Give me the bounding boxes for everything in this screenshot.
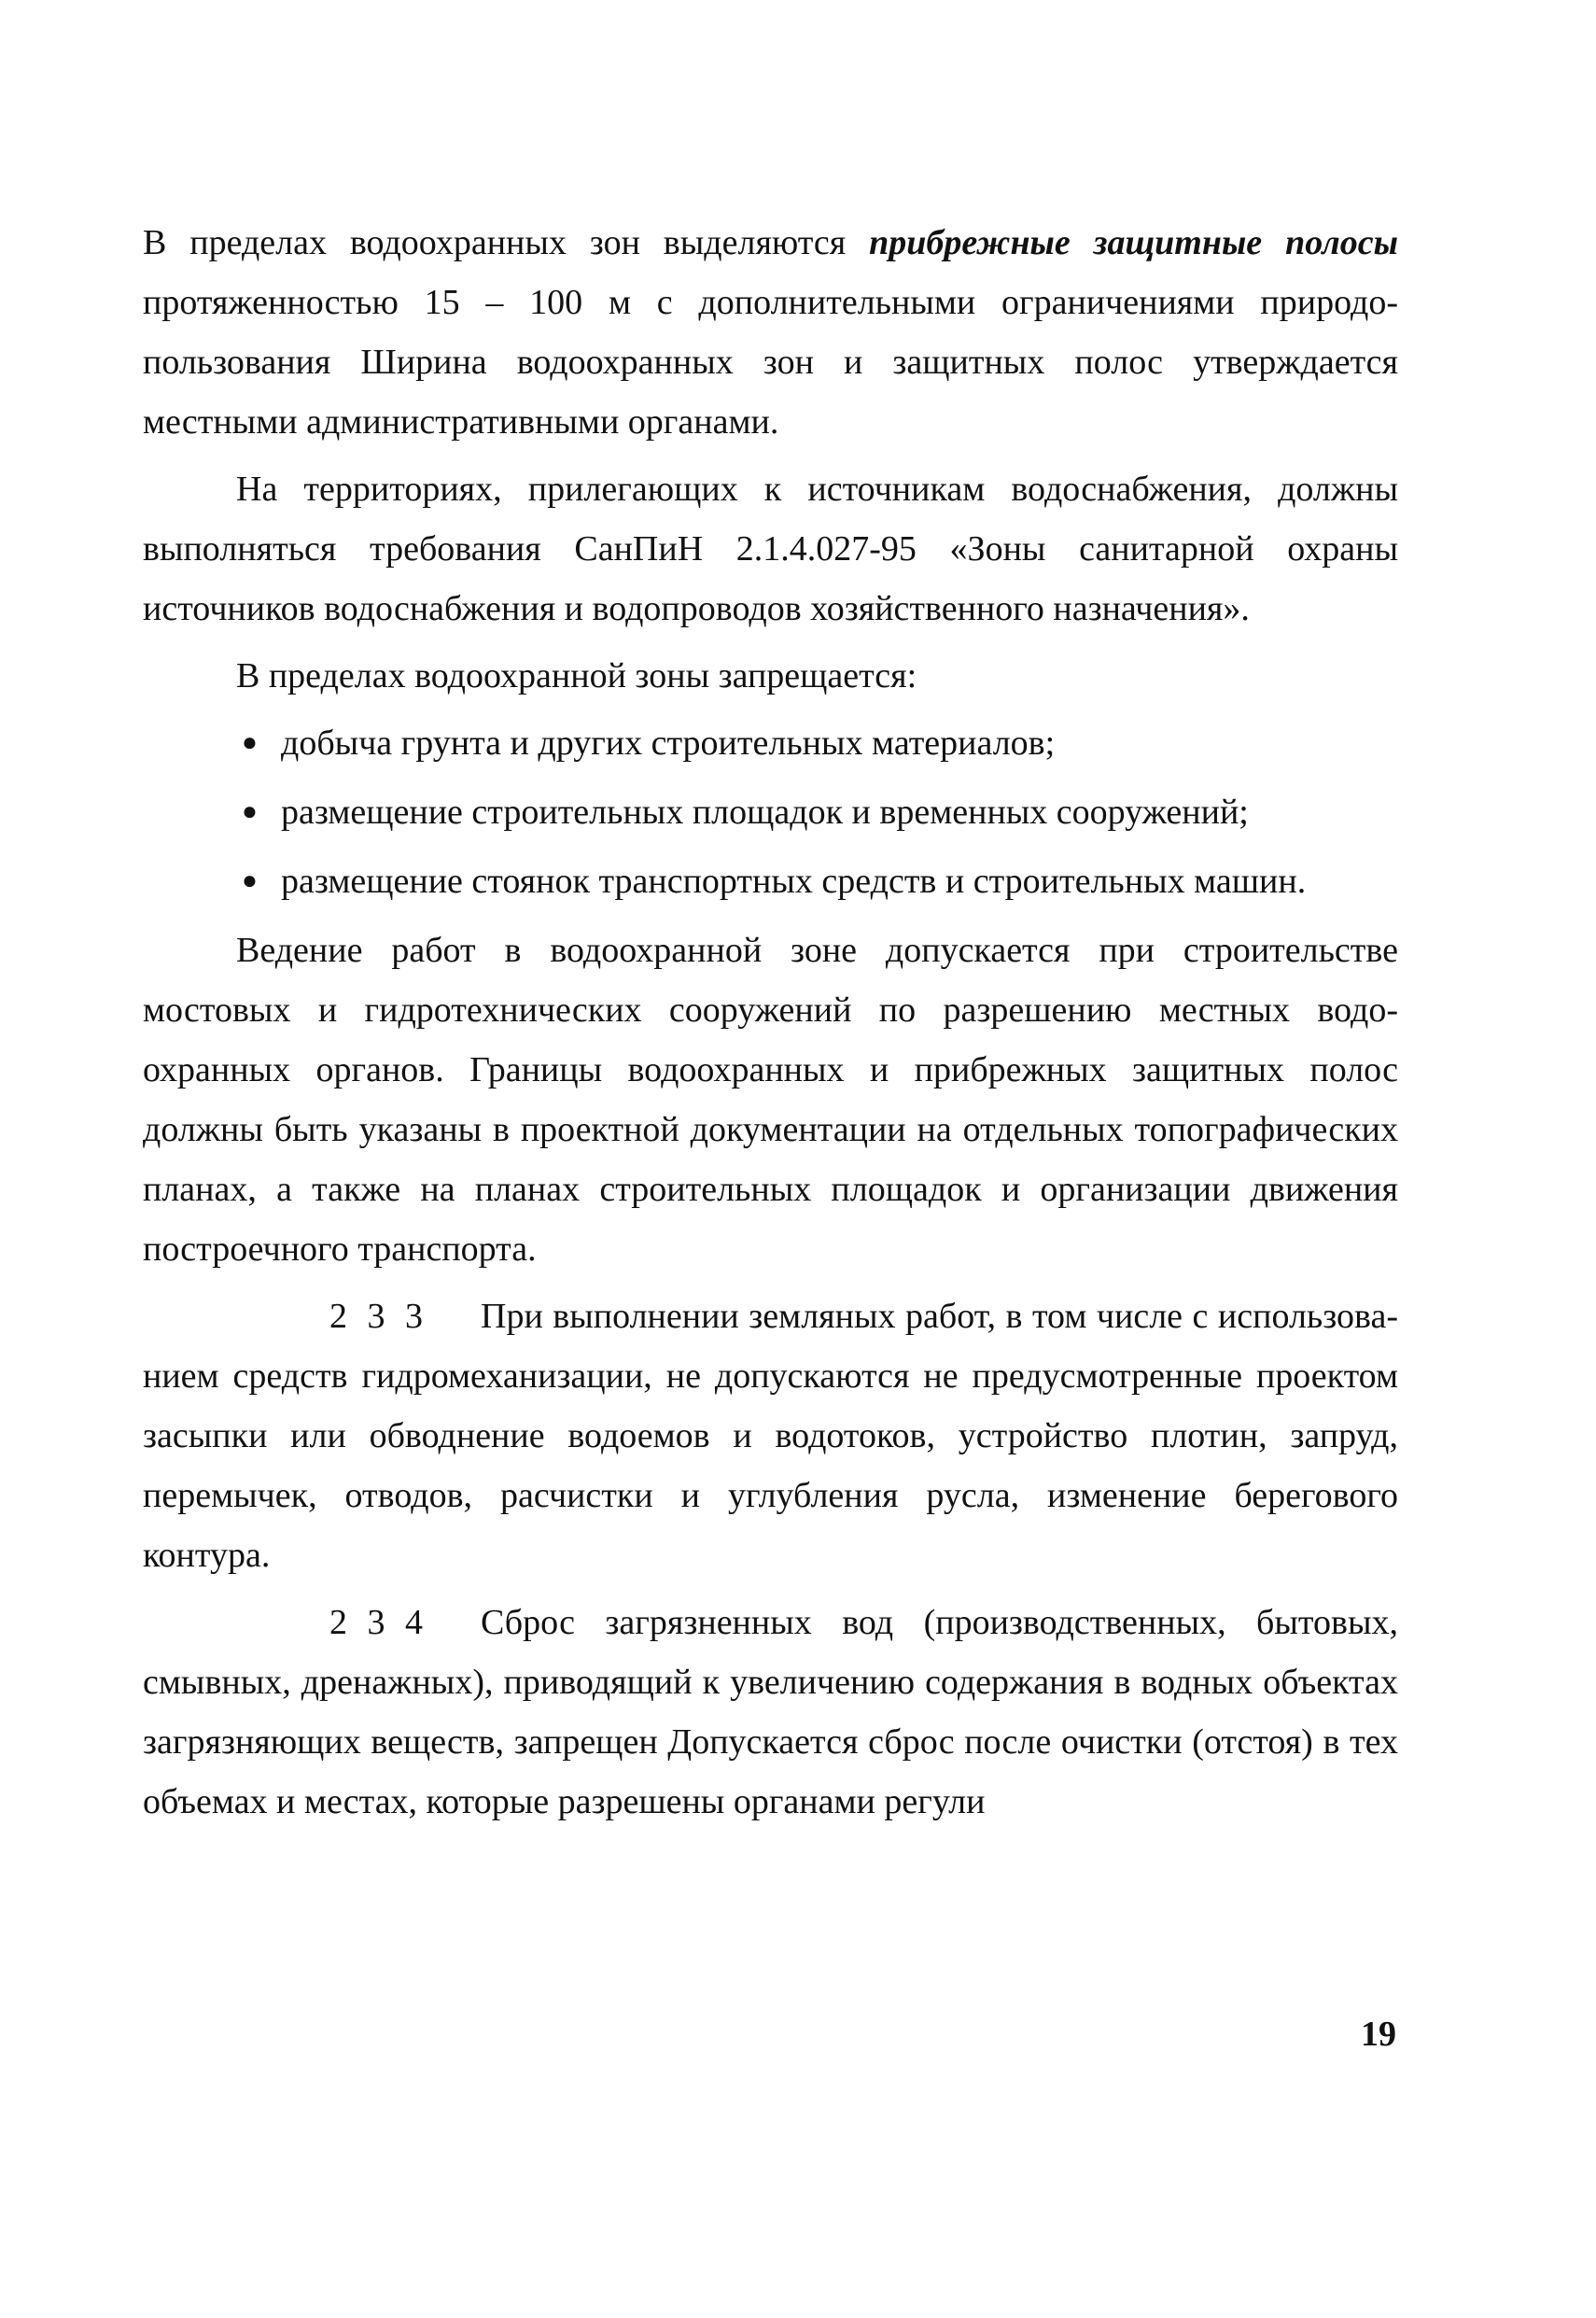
list-item — [236, 713, 1398, 773]
clause-text: При выполнении земляных работ, в том числе с использованием средств гидромеханизации, не допускаются не предусмотренные проектом засыпки или обводнение водоемов и водотоков, устройство плотин, запруд, перемычек, отводов, расчистки и углубления русла, изменение берегового контура. — [143, 1297, 1398, 1575]
paragraph-text-after: протяженностью 15 – 100 м с дополнительными ограничениями природопользования Ширина водоохранных зон и защитных полос утверждается местными административными органами. — [143, 283, 1398, 442]
list-item — [236, 782, 1398, 842]
list-item-text: размещение стоянок транспортных средств и строительных машин. — [281, 862, 1307, 901]
paragraph-sanpin: На территориях, прилегающих к источникам водоснабжения, должны выполняться требования СанПиН 2.1.4.027-95 «Зоны санитарной охраны источников водоснабжения и водопроводов хозяйственного назначения». — [143, 470, 1398, 628]
document-page — [143, 213, 1398, 1839]
prohibited-list — [143, 713, 1398, 911]
paragraph-prohibited-intro: В пределах водоохранной зоны запрещается: — [236, 656, 917, 695]
bullet-dot-icon: ● — [242, 797, 258, 826]
clause-2-3-4 — [143, 1593, 1398, 1832]
clause-number: 2 3 3 — [329, 1297, 428, 1336]
paragraph-text-before: В пределах водоохранных зон выделяются — [143, 223, 870, 262]
bullet-dot-icon: ● — [242, 728, 258, 757]
bullet-dot-icon: ● — [242, 866, 258, 895]
paragraph-work-allowed: Ведение работ в водоохранной зоне допускается при строительстве мостовых и гидротехнических сооружений по разрешению местных водоохранных органов. Границы водоохранных и прибрежных защитных полос должны быть указаны в проектной документации на отдельных топографических планах, а также на планах строительных площадок и организации движения построечного транспорта. — [143, 931, 1398, 1269]
clause-text: Сброс загрязненных вод (производственных, бытовых, смывных, дренажных), приводящий к увеличению содержания в водных объектах загрязняющих веществ, запрещен Допускается сброс после очистки (отстоя) в тех объемах и местах, которые разрешены органами регули — [143, 1603, 1398, 1821]
clause-number: 2 3 4 — [329, 1603, 428, 1642]
paragraph-protection-strips — [143, 213, 1398, 452]
page-number: 19 — [1361, 2015, 1396, 2054]
clause-2-3-3 — [143, 1286, 1398, 1585]
list-item-text: размещение строительных площадок и временных сооружений; — [281, 793, 1249, 832]
list-item-text: добыча грунта и других строительных материалов; — [281, 723, 1056, 763]
list-item — [236, 851, 1398, 911]
emphasis-term: прибрежные защитные полосы — [869, 223, 1398, 262]
